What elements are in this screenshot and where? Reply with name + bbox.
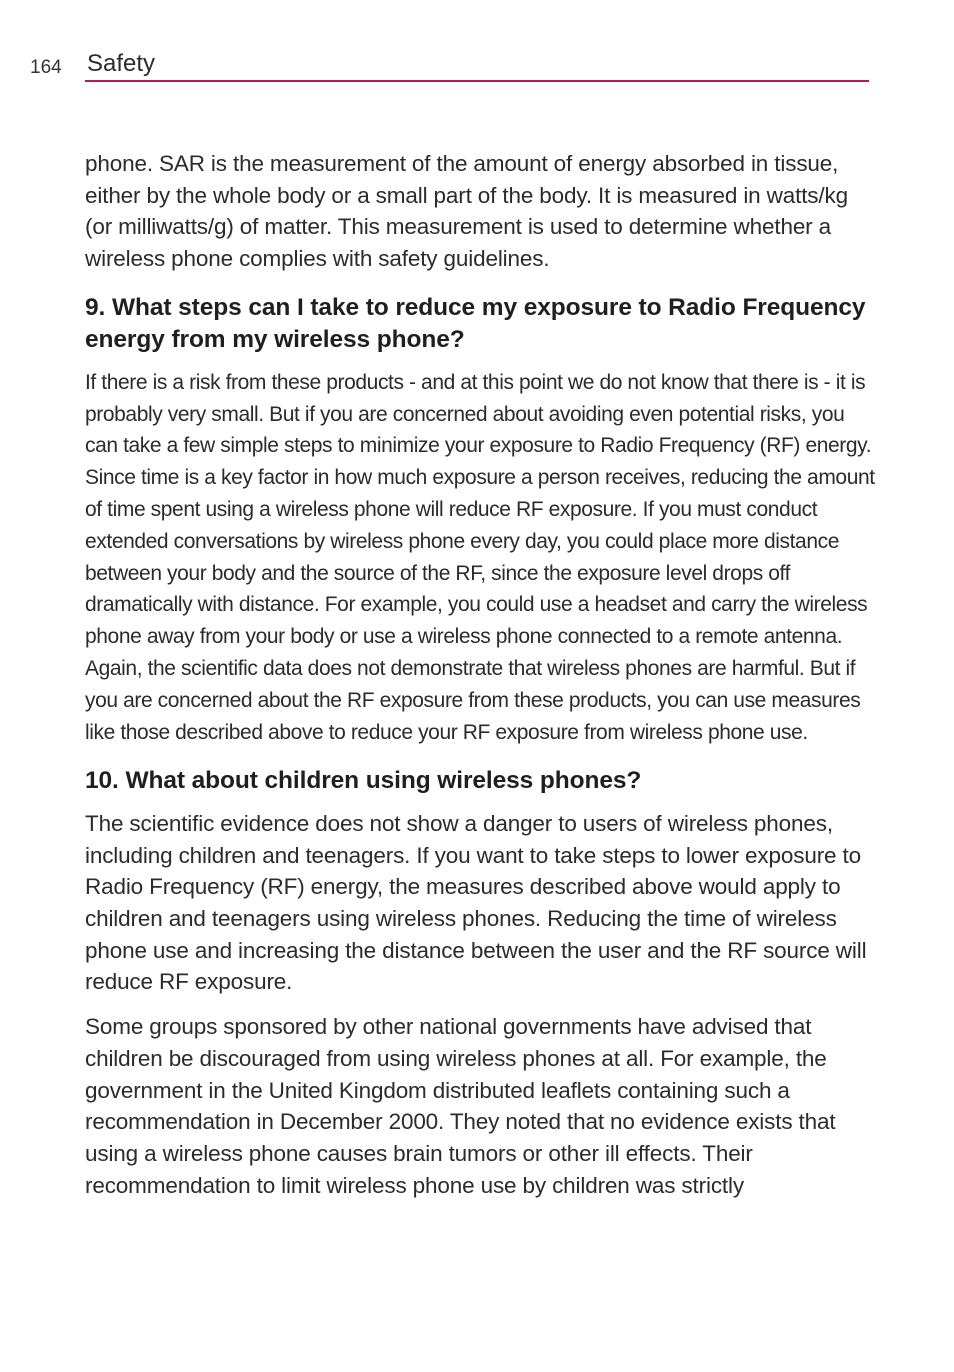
header-divider — [85, 80, 869, 82]
question-10-answer-paragraph-2: Some groups sponsored by other national governments have advised that children be discouraged from using wireless phones at all. For example, the government in the United Kingdom distributed leaflets containing such a recommendation in December 2000. They noted that no evidence exists that using a wireless phone causes brain tumors or other ill effects. Their recommendation to limit wireless phone use by children was strictly — [85, 1014, 836, 1198]
section-title: Safety — [87, 50, 156, 77]
page-number: 164 — [30, 57, 62, 78]
page-body — [85, 148, 875, 1201]
intro-paragraph: phone. SAR is the measurement of the amount of energy absorbed in tissue, either by the whole body or a small part of the body. It is measured in watts/kg (or milliwatts/g) of matter. This measurement is used to determine whether a wireless phone complies with safety guidelines. — [85, 151, 848, 272]
question-9-heading: 9. What steps can I take to reduce my exposure to Radio Frequency energy from my wireless phone? — [85, 293, 866, 354]
question-10-heading: 10. What about children using wireless phones? — [85, 767, 642, 795]
question-10-answer-paragraph-1: The scientific evidence does not show a danger to users of wireless phones, including children and teenagers. If you want to take steps to lower exposure to Radio Frequency (RF) energy, the measures described above would apply to children and teenagers using wireless phones. Reducing the time of wireless phone use and increasing the distance between the user and the RF source will reduce RF exposure. — [85, 810, 867, 995]
question-9-answer: If there is a risk from these products - and at this point we do not know that there is - it is probably very small. But if you are concerned about avoiding even potential risks, you can take a few simple steps to minimize your exposure to Radio Frequency (RF) energy. Since time is a key factor in how much exposure a person receives, reducing the amount of time spent using a wireless phone will reduce RF exposure. If you must conduct extended conversations by wireless phone every day, you could place more distance between your body and the source of the RF, since the exposure level drops off dramatically with distance. For example, you could use a headset and carry the wireless phone away from your body or use a wireless phone connected to a remote antenna. Again, the scientific data does not demonstrate that wireless phones are harmful. But if you are concerned about the RF exposure from these products, you can use measures like those described above to reduce your RF exposure from wireless phone use. — [85, 370, 875, 744]
